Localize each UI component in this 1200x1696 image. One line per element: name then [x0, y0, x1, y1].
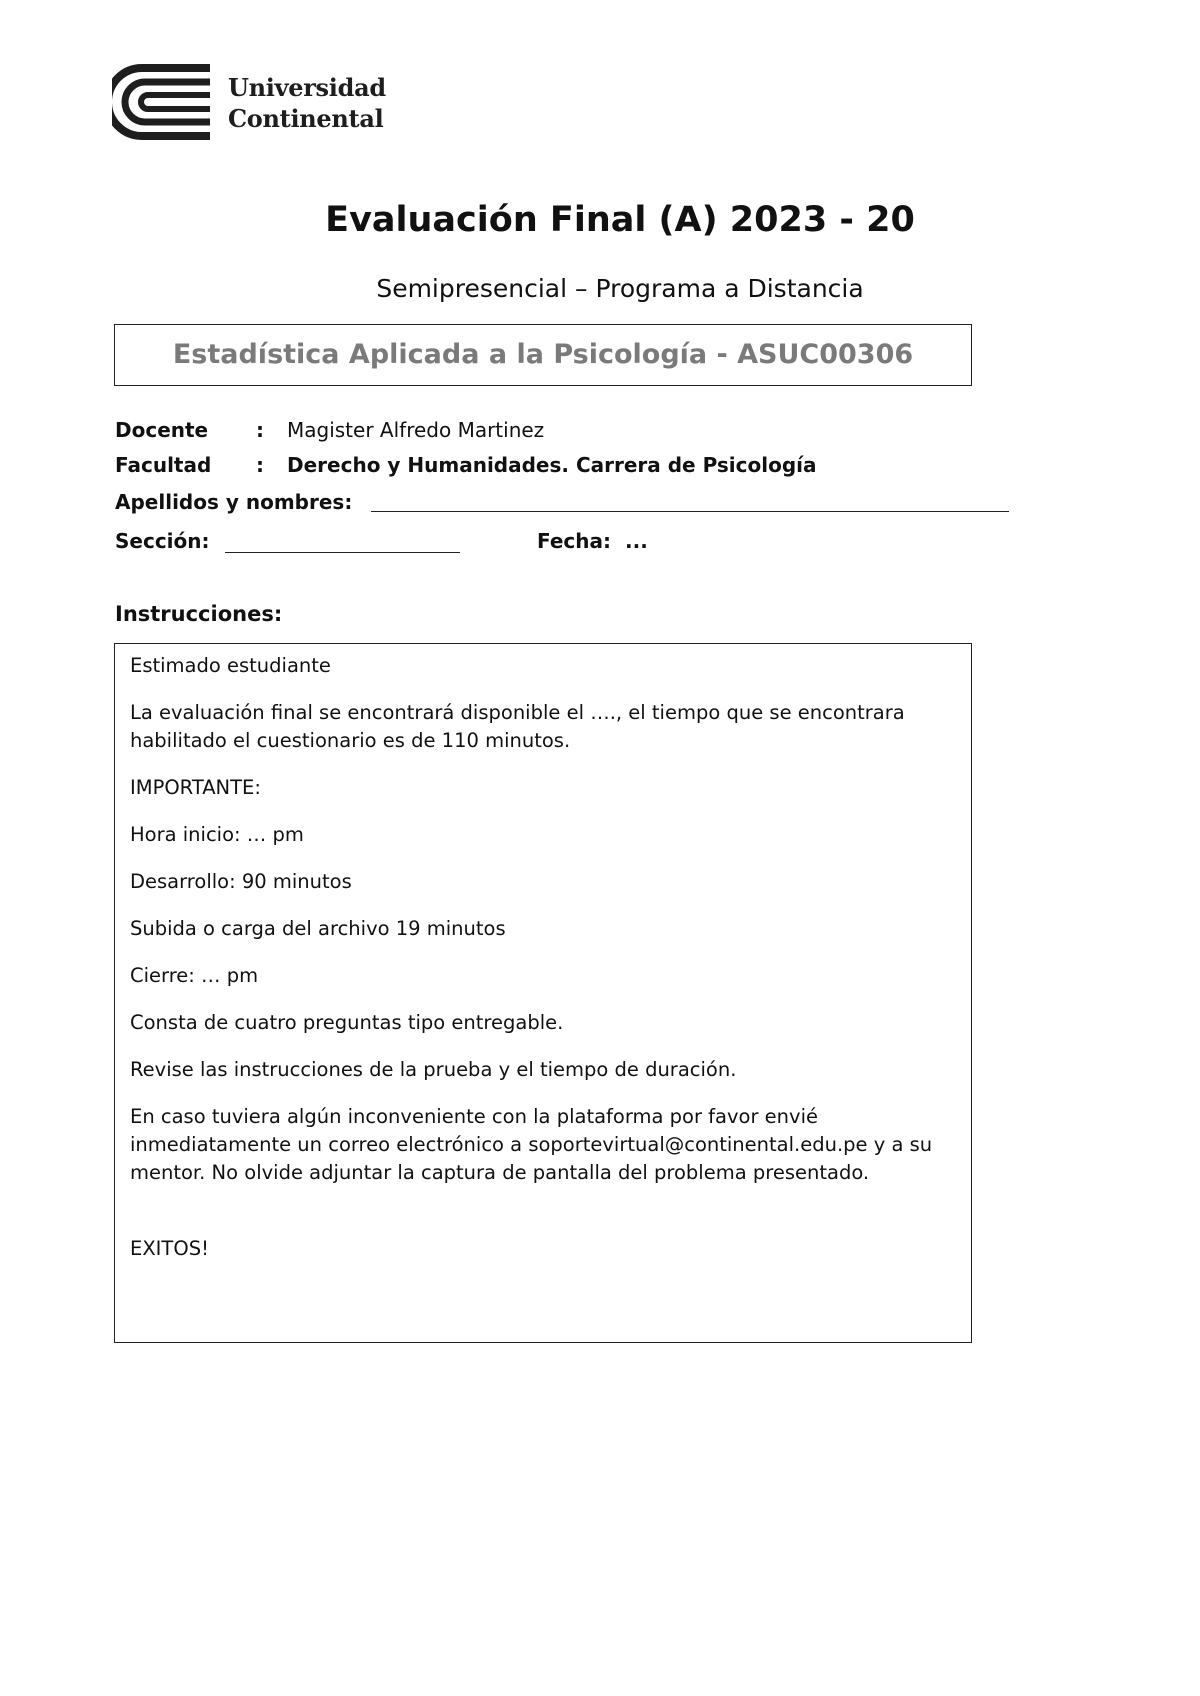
logo-line-1: Universidad [228, 73, 386, 102]
nombres-blank-line[interactable] [371, 491, 1009, 512]
seccion-blank-line[interactable] [225, 531, 460, 553]
facultad-value: Derecho y Humanidades. Carrera de Psicología [287, 453, 817, 477]
fecha-value: ... [625, 529, 648, 553]
seccion-label: Sección: [115, 529, 210, 553]
docente-label: Docente [115, 418, 209, 442]
instruction-paragraph: Desarrollo: 90 minutos [130, 870, 352, 893]
exam-subtitle: Semipresencial – Programa a Distancia [376, 274, 864, 303]
university-logo [112, 64, 412, 144]
instruction-paragraph: Estimado estudiante [130, 654, 331, 677]
instructions-box [114, 643, 972, 1343]
university-c-emblem-icon [112, 64, 212, 140]
instruction-paragraph: Subida o carga del archivo 19 minutos [130, 917, 506, 940]
docente-value: Magister Alfredo Martinez [287, 418, 545, 442]
instruction-paragraph: La evaluación final se encontrará disponible el …., el tiempo que se encontrara habilitado el cuestionario es de 110 minutos. [130, 701, 905, 752]
course-name-box: Estadística Aplicada a la Psicología - ASUC00306 [114, 324, 972, 386]
docente-colon: : [256, 418, 264, 442]
closing-message: EXITOS! [130, 1237, 209, 1260]
instruction-paragraph: Hora inicio: … pm [130, 823, 304, 846]
facultad-colon: : [256, 453, 264, 477]
nombres-label: Apellidos y nombres: [115, 490, 353, 514]
facultad-label: Facultad [115, 453, 212, 477]
instructions-label: Instrucciones: [115, 602, 283, 626]
university-logo-text [228, 72, 386, 134]
instruction-paragraph: Cierre: … pm [130, 964, 259, 987]
instruction-paragraph: En caso tuviera algún inconveniente con la plataforma por favor envié inmediatamente un correo electrónico a soportevirtual@continental.edu.pe y a su mentor. No olvide adjuntar la captura de pantalla del problema presentado. [130, 1105, 933, 1184]
instruction-paragraph: Revise las instrucciones de la prueba y el tiempo de duración. [130, 1058, 737, 1081]
instruction-paragraph: IMPORTANTE: [130, 776, 261, 799]
instruction-paragraph: Consta de cuatro preguntas tipo entregable. [130, 1011, 564, 1034]
fecha-label: Fecha: [537, 529, 612, 553]
exam-title: Evaluación Final (A) 2023 - 20 [325, 200, 915, 240]
logo-line-2: Continental [228, 104, 384, 133]
